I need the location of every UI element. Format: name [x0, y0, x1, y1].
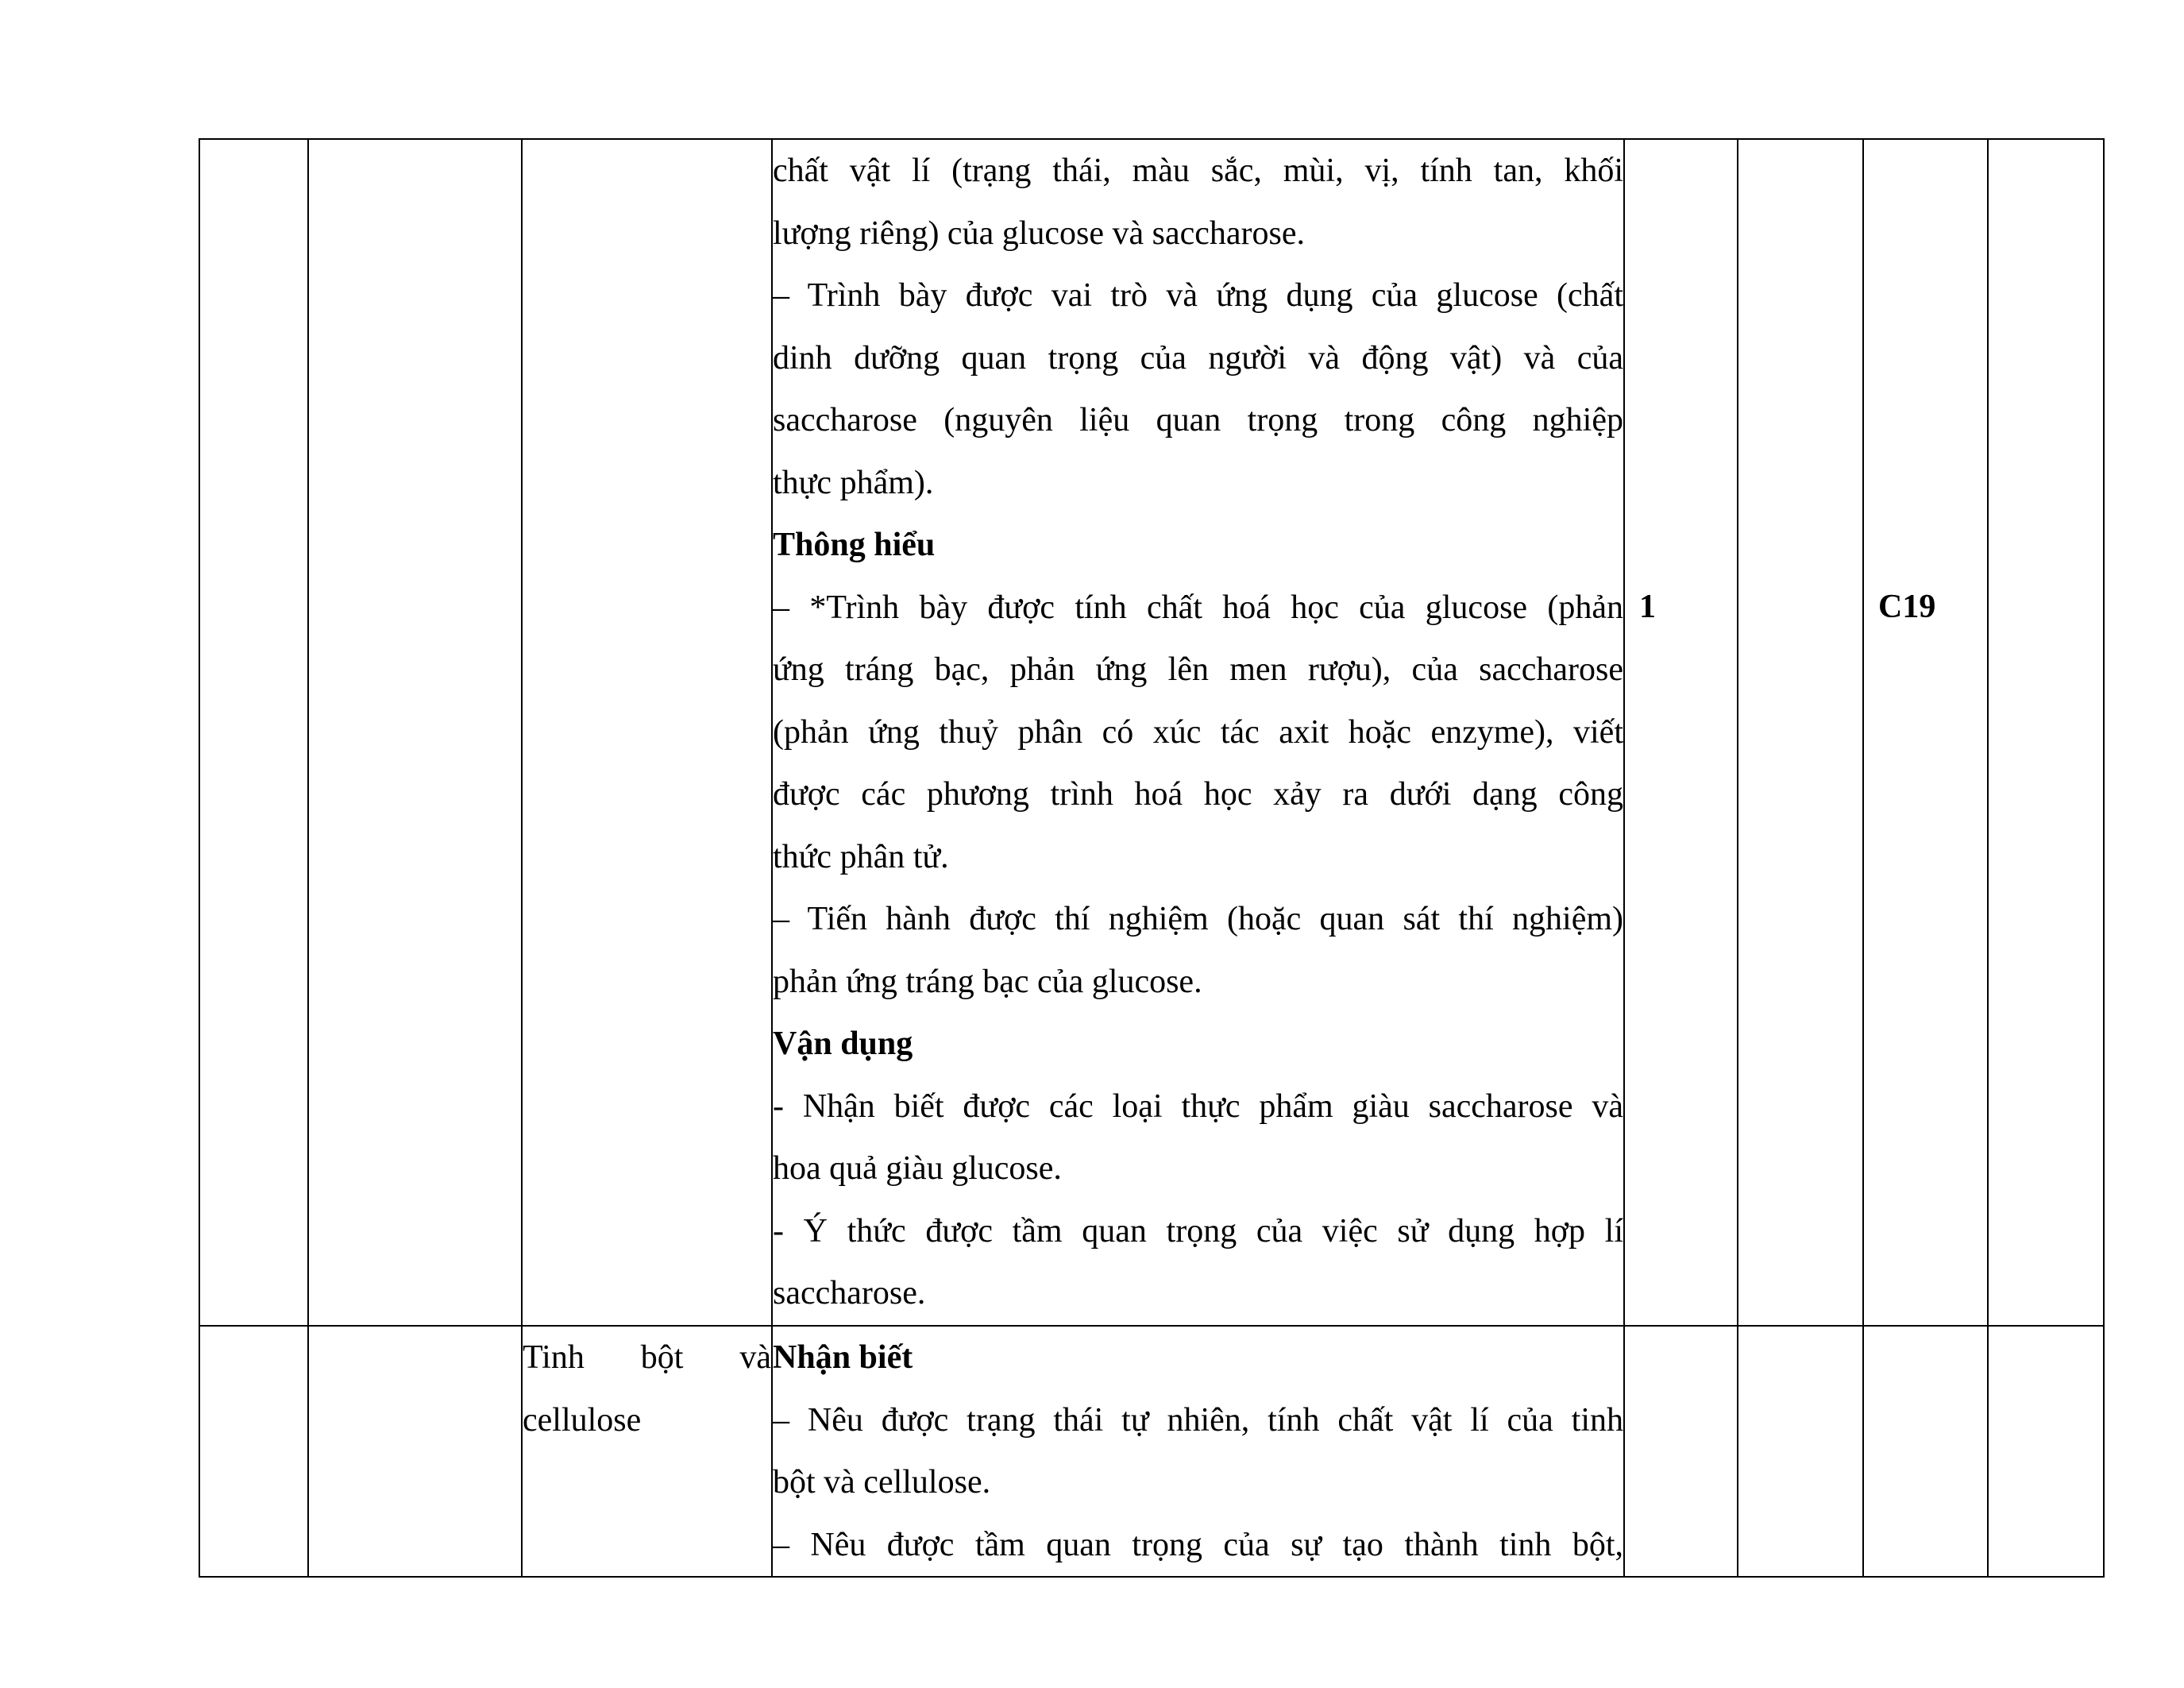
level-heading-recognition: Nhận biết	[773, 1339, 913, 1376]
content-line: – Trình bày được vai trò và ứng dụng của glucose (chất	[773, 277, 1623, 314]
content-line: – Nêu được tầm quan trọng của sự tạo thành tinh bột,	[773, 1526, 1623, 1563]
content-line: thực phẩm).	[773, 464, 934, 501]
content-line: hoa quả giàu glucose.	[773, 1150, 1062, 1187]
content-line: saccharose.	[773, 1275, 926, 1311]
content-line: dinh dưỡng quan trọng của người và động vật) và của	[773, 339, 1623, 377]
table-cell-question-2	[1988, 1326, 2104, 1577]
table-cell-unit	[308, 1326, 522, 1577]
table-cell-count-2	[1738, 1326, 1863, 1577]
level-heading-understanding: Thông hiểu	[773, 527, 936, 563]
content-line: (phản ứng thuỷ phân có xúc tác axit hoặc enzyme), viết	[773, 713, 1623, 751]
table-row	[199, 1326, 2104, 1577]
table-cell-question	[1863, 139, 1988, 1326]
lesson-word: và	[739, 1339, 771, 1376]
table-cell-topic	[199, 1326, 308, 1577]
content-line: ứng tráng bạc, phản ứng lên men rượu), của saccharose	[773, 651, 1623, 688]
content-line: chất vật lí (trạng thái, màu sắc, mùi, vị, tính tan, khối	[773, 153, 1623, 189]
table-cell-count	[1624, 139, 1738, 1326]
level-heading-application: Vận dụng	[773, 1026, 913, 1062]
table-cell-requirements	[772, 139, 1624, 1326]
lesson-word: cellulose	[523, 1401, 642, 1439]
content-line: thức phân tử.	[773, 838, 949, 875]
lesson-word: bột	[640, 1339, 684, 1376]
content-line: – Nêu được trạng thái tự nhiên, tính chất vật lí của tinh	[773, 1401, 1623, 1439]
table-row	[199, 139, 2104, 1326]
content-line: lượng riêng) của glucose và saccharose.	[773, 214, 1306, 252]
table-cell-requirements	[772, 1326, 1624, 1577]
question-number: C19	[1878, 589, 1936, 625]
question-count: 1	[1639, 589, 1656, 625]
content-line: - Nhận biết được các loại thực phẩm giàu saccharose và	[773, 1087, 1623, 1125]
content-line: được các phương trình hoá học xảy ra dưới dạng công	[773, 776, 1623, 813]
table-cell-topic	[199, 139, 308, 1326]
table-cell-lesson	[522, 1326, 772, 1577]
table-cell-question	[1863, 1326, 1988, 1577]
table-cell-count-2	[1738, 139, 1863, 1326]
table-cell-count	[1624, 1326, 1738, 1577]
lesson-title-line	[523, 1327, 771, 1389]
content-line: saccharose (nguyên liệu quan trọng trong công nghiệp	[773, 402, 1623, 438]
content-line: - Ý thức được tầm quan trọng của việc sử dụng hợp lí	[773, 1212, 1623, 1250]
table-cell-lesson	[522, 139, 772, 1326]
table-cell-question-2	[1988, 139, 2104, 1326]
content-line: phản ứng tráng bạc của glucose.	[773, 963, 1202, 1000]
content-line: bột và cellulose.	[773, 1464, 991, 1501]
content-line: – Tiến hành được thí nghiệm (hoặc quan sát thí nghiệm)	[773, 901, 1623, 937]
lesson-word: Tinh	[523, 1339, 585, 1376]
content-line: – *Trình bày được tính chất hoá học của glucose (phản	[773, 589, 1623, 626]
table-cell-unit	[308, 139, 522, 1326]
specification-table	[199, 138, 2105, 1578]
